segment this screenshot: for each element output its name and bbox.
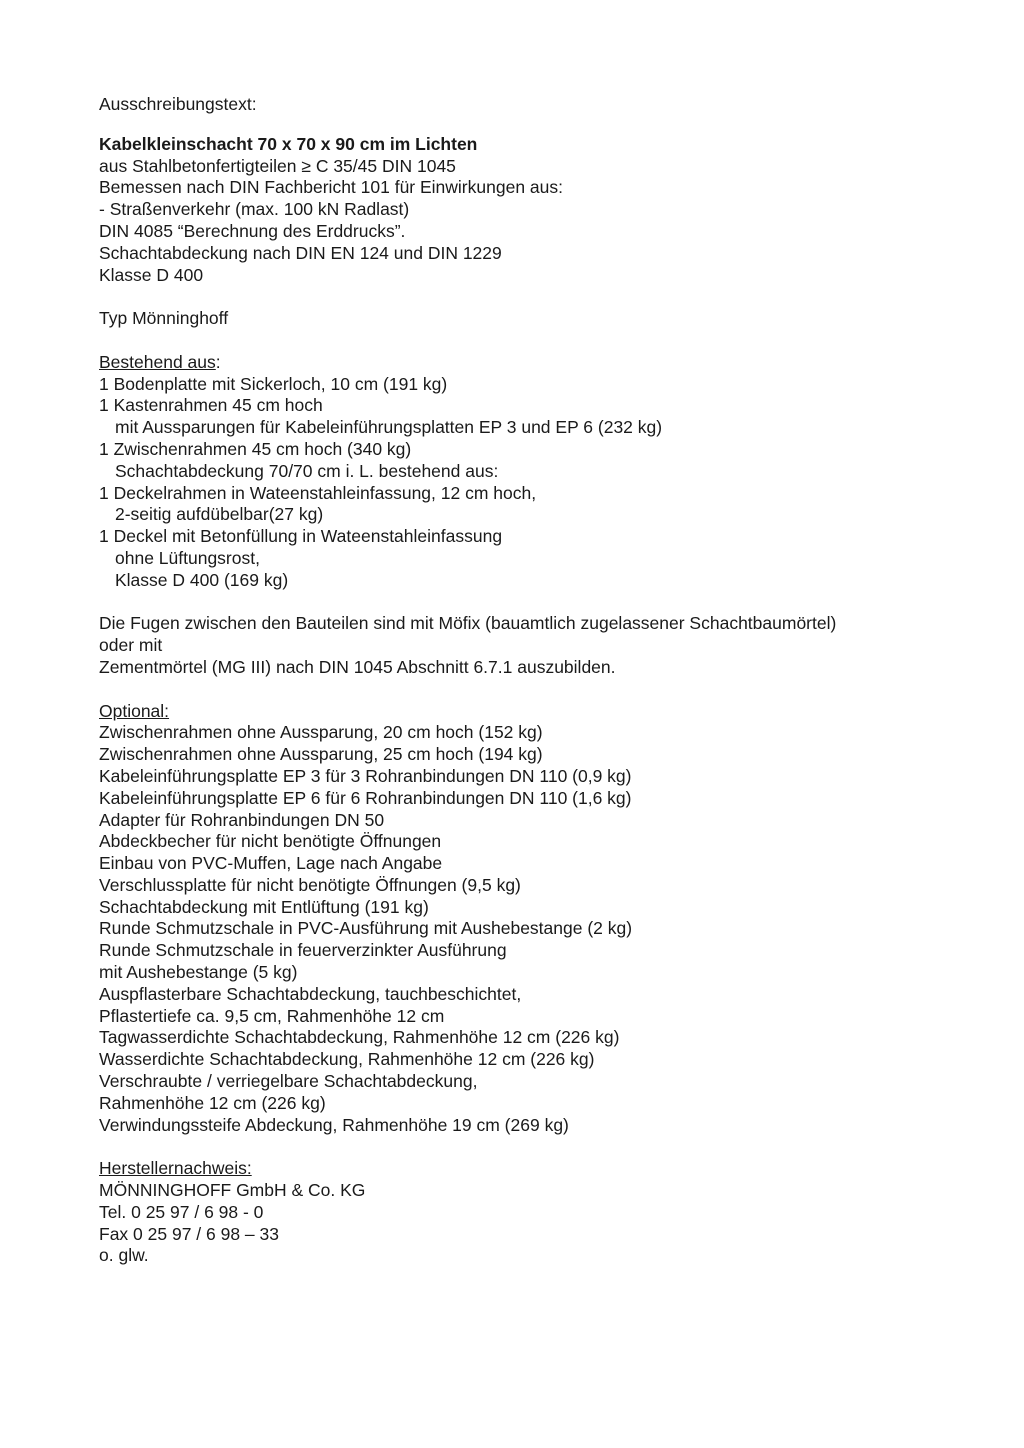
components-section: [99, 352, 979, 592]
optional-item: Abdeckbecher für nicht benötigte Öffnungen: [99, 831, 442, 852]
optional-item: Zwischenrahmen ohne Aussparung, 25 cm hoch (194 kg): [99, 744, 543, 765]
spacer: [99, 592, 979, 614]
spec-block: [99, 156, 979, 287]
spec-line: Klasse D 400: [99, 264, 204, 285]
optional-heading: Optional:: [99, 700, 170, 721]
optional-item: Einbau von PVC-Muffen, Lage nach Angabe: [99, 853, 443, 874]
optional-item: Runde Schmutzschale in PVC-Ausführung mit Aushebestange (2 kg): [99, 918, 633, 939]
optional-item: mit Aushebestange (5 kg): [99, 962, 298, 983]
optional-item: Zwischenrahmen ohne Aussparung, 20 cm hoch (152 kg): [99, 722, 543, 743]
component-item: 1 Deckel mit Betonfüllung in Wateenstahleinfassung: [99, 526, 503, 547]
spec-line: Schachtabdeckung nach DIN EN 124 und DIN 1229: [99, 242, 502, 263]
type-line: Typ Mönninghoff: [99, 308, 229, 329]
component-item: 1 Deckelrahmen in Wateenstahleinfassung, 12 cm hoch,: [99, 482, 537, 503]
spacer: [99, 1136, 979, 1158]
components-heading: [99, 352, 979, 374]
manufacturer-equivalent: o. glw.: [99, 1245, 149, 1266]
spacer: [99, 330, 979, 352]
optional-item: Rahmenhöhe 12 cm (226 kg): [99, 1092, 326, 1113]
optional-item: Runde Schmutzschale in feuerverzinkter Ausführung: [99, 940, 507, 961]
joints-line: Die Fugen zwischen den Bauteilen sind mit Möfix (bauamtlich zugelassener Schachtbaumörtel): [99, 613, 837, 634]
spec-line: - Straßenverkehr (max. 100 kN Radlast): [99, 199, 410, 220]
spec-line: aus Stahlbetonfertigteilen ≥ C 35/45 DIN 1045: [99, 155, 456, 176]
joints-line: oder mit: [99, 635, 163, 656]
spec-line: DIN 4085 “Berechnung des Erddrucks”.: [99, 220, 406, 241]
component-item: 1 Kastenrahmen 45 cm hoch: [99, 395, 323, 416]
component-item: Schachtabdeckung 70/70 cm i. L. bestehend aus:: [115, 460, 499, 481]
joints-paragraph: [99, 613, 979, 678]
optional-item: Verwindungssteife Abdeckung, Rahmenhöhe 19 cm (269 kg): [99, 1114, 569, 1135]
manufacturer-fax: Fax 0 25 97 / 6 98 – 33: [99, 1223, 279, 1244]
optional-item: Kabeleinführungsplatte EP 6 für 6 Rohranbindungen DN 110 (1,6 kg): [99, 787, 632, 808]
optional-item: Pflastertiefe ca. 9,5 cm, Rahmenhöhe 12 cm: [99, 1005, 445, 1026]
optional-item: Verschraubte / verriegelbare Schachtabdeckung,: [99, 1071, 478, 1092]
optional-item: Wasserdichte Schachtabdeckung, Rahmenhöhe 12 cm (226 kg): [99, 1049, 595, 1070]
component-item: 1 Bodenplatte mit Sickerloch, 10 cm (191 kg): [99, 373, 448, 394]
joints-line: Zementmörtel (MG III) nach DIN 1045 Abschnitt 6.7.1 auszubilden.: [99, 656, 616, 677]
components-label: Bestehend aus: [99, 351, 216, 372]
optional-item: Kabeleinführungsplatte EP 3 für 3 Rohranbindungen DN 110 (0,9 kg): [99, 765, 632, 786]
spacer: [99, 679, 979, 701]
spec-line: Bemessen nach DIN Fachbericht 101 für Einwirkungen aus:: [99, 177, 563, 198]
component-item: 2-seitig aufdübelbar(27 kg): [115, 504, 324, 525]
component-item: 1 Zwischenrahmen 45 cm hoch (340 kg): [99, 438, 412, 459]
spacer: [99, 116, 979, 134]
spacer: [99, 286, 979, 308]
document-title: Kabelkleinschacht 70 x 70 x 90 cm im Lichten: [99, 133, 478, 154]
manufacturer-phone: Tel. 0 25 97 / 6 98 - 0: [99, 1201, 264, 1222]
document-heading: Ausschreibungstext:: [99, 94, 257, 114]
manufacturer-section: [99, 1158, 979, 1267]
optional-section: [99, 701, 979, 1137]
optional-item: Auspflasterbare Schachtabdeckung, tauchbeschichtet,: [99, 983, 522, 1004]
component-item: mit Aussparungen für Kabeleinführungsplatten EP 3 und EP 6 (232 kg): [115, 417, 663, 438]
manufacturer-heading: Herstellernachweis:: [99, 1158, 252, 1179]
optional-item: Tagwasserdichte Schachtabdeckung, Rahmenhöhe 12 cm (226 kg): [99, 1027, 620, 1048]
optional-item: Adapter für Rohranbindungen DN 50: [99, 809, 385, 830]
component-item: ohne Lüftungsrost,: [115, 547, 260, 568]
manufacturer-name: MÖNNINGHOFF GmbH & Co. KG: [99, 1180, 366, 1201]
document-page: [99, 94, 979, 1267]
component-item: Klasse D 400 (169 kg): [115, 569, 289, 590]
optional-item: Schachtabdeckung mit Entlüftung (191 kg): [99, 896, 429, 917]
components-colon: :: [215, 351, 221, 372]
optional-item: Verschlussplatte für nicht benötigte Öffnungen (9,5 kg): [99, 874, 521, 895]
